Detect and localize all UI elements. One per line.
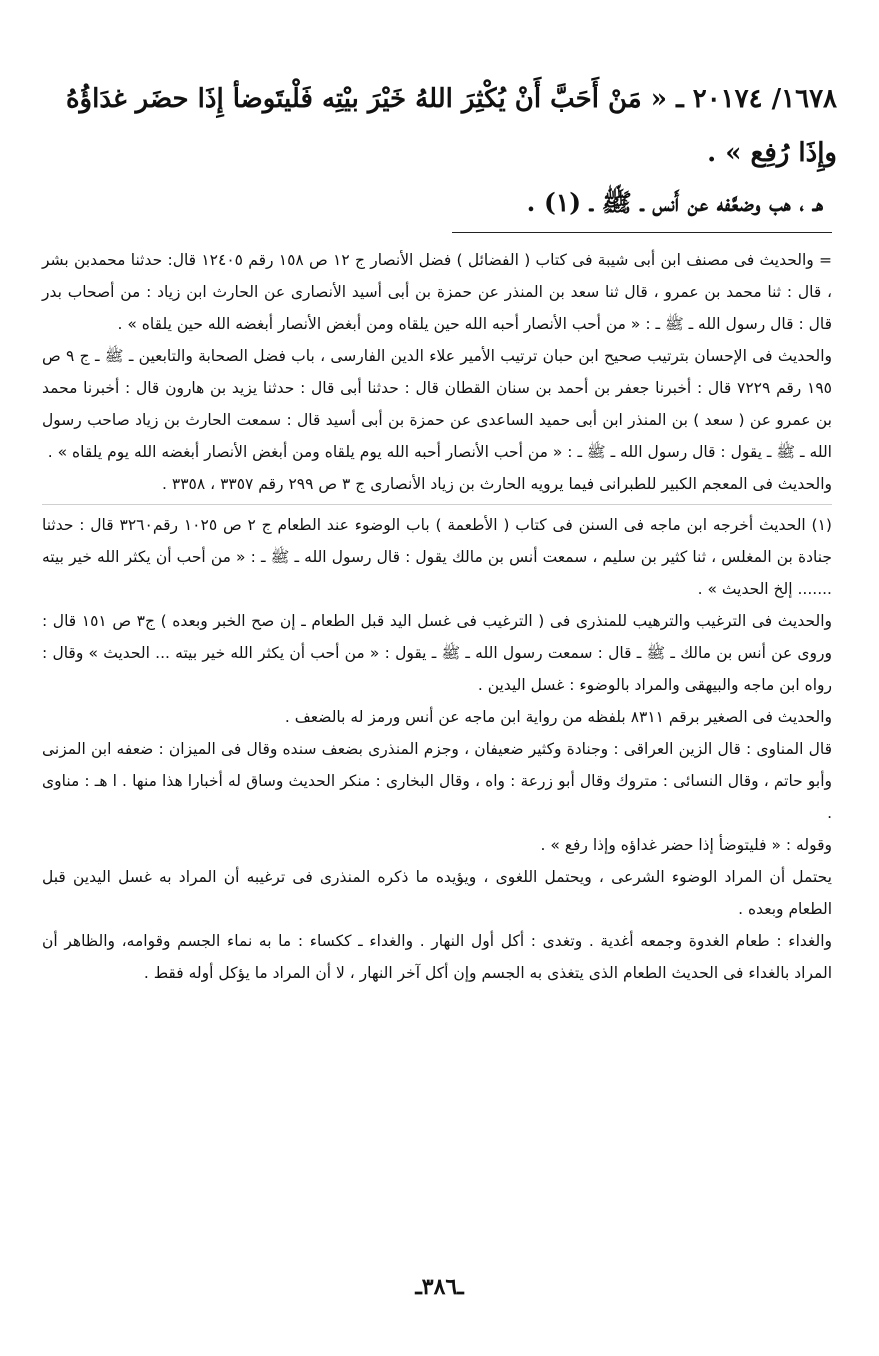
hadith-block xyxy=(37,72,837,226)
footnote-1: (١) الحديث أخرجه ابن ماجه فى السنن فى كتاب ( الأطعمة ) باب الوضوء عند الطعام ج ٢ ص ١٠٢٥ رقم٣٢٦٠ قال : حدثنا جنادة بن المغلس ، ثنا كثير بن سليم ، سمعت أنس بن مالك يقول : قال رسول الله ـ ﷺ ـ : « من أحب أن يكثر الله خير بيته ....... إلخ الحديث » . xyxy=(42,516,832,598)
note-paragraph: والحديث فى الصغير برقم ٨٣١١ بلفظه من رواية ابن ماجه عن أنس ورمز له بالضعف . xyxy=(284,708,832,726)
footnotes xyxy=(42,244,832,989)
note-paragraph: والحديث فى الترغيب والترهيب للمنذرى فى ( الترغيب فى غسل اليد قبل الطعام ـ إن صح الخبر وبعده ) ج٣ ص ١٥١ قال : وروى عن أنس بن مالك ـ ﷺ ـ قال : سمعت رسول الله ـ ﷺ ـ يقول : « من أحب أن يكثر الله خير بيته ... الحديث » وقال : رواه ابن ماجه والبيهقى والمراد بالوضوء : غسل اليدين . xyxy=(42,612,832,694)
hadith-source: هـ ، هب وضعَّفه عن أَنس ـ ﷺ ـ (١) . xyxy=(526,188,823,217)
note-paragraph: والغداء : طعام الغدوة وجمعه أغدية . وتغدى : أكل أول النهار . والغداء ـ ككساء : ما به نماء الجسم وقوامه، والظاهر أن المراد بالغداء فى الحديث الطعام الذى يتغذى به الجسم وإن أكل آخر النهار ، لا أن المراد ما يؤكل أوله فقط . xyxy=(42,932,832,982)
hadith-text: ١٦٧٨/ ٢٠١٧٤ ـ « مَنْ أَحَبَّ أَنْ يُكْثِرَ اللهُ خَيْرَ بيْتِه فَلْيتَوضأ إِذَا حضَر غدَاؤُهُ وإِذَا رُفِع » . xyxy=(65,84,837,168)
footnote-separator xyxy=(452,232,832,233)
page-number: ـ٣٨٦ـ xyxy=(415,1274,464,1300)
note-paragraph: يحتمل أن المراد الوضوء الشرعى ، ويحتمل اللغوى ، ويؤيده ما ذكره المنذرى فى ترغيبه أن المراد به غسل اليدين قبل الطعام وبعده . xyxy=(42,868,832,918)
note-paragraph: وقوله : « فليتوضأ إذا حضر غداؤه وإذا رفع » . xyxy=(540,836,832,854)
note-paragraph: قال المناوى : قال الزين العراقى : وجنادة وكثير ضعيفان ، وجزم المنذرى بضعف سنده وقال فى الميزان : ضعفه ابن المزنى وأبو حاتم ، وقال النسائى : متروك وقال أبو زرعة : واه ، وقال البخارى : منكر الحديث وساق له أخبارا هذا منها . ا هـ : مناوى . xyxy=(42,740,832,822)
note-paragraph: والحديث فى المعجم الكبير للطبرانى فيما يرويه الحارث بن زياد الأنصارى ج ٣ ص ٢٩٩ رقم ٣٣٥٧ ، ٣٣٥٨ . xyxy=(162,475,832,493)
note-paragraph: = والحديث فى مصنف ابن أبى شيبة فى كتاب ( الفضائل ) فضل الأنصار ج ١٢ ص ١٥٨ رقم ١٢٤٠٥ قال: حدثنا محمدبن بشر ، قال : ثنا محمد بن عمرو ، قال ثنا سعد بن المنذر عن حمزة بن أبى أسيد الأنصارى عن الحارث ابن زياد : من أصحاب بدر قال : قال رسول الله ـ ﷺ ـ : « من أحب الأنصار أحبه الله حين يلقاه ومن أبغض الأنصار أبغضه الله حين يلقاه » . xyxy=(42,251,832,333)
divider xyxy=(42,504,832,505)
note-paragraph: والحديث فى الإحسان بترتيب صحيح ابن حبان ترتيب الأمير علاء الدين الفارسى ، باب فضل الصحابة والتابعين ـ ﷺ ـ ج ٩ ص ١٩٥ رقم ٧٢٢٩ قال : أخبرنا جعفر بن أحمد بن سنان القطان قال : حدثنا أبى قال : حدثنا يزيد بن هارون قال : أخبرنا محمد بن عمرو عن ( سعد ) بن المنذر ابن أبى حميد الساعدى عن حمزة بن أبى أسيد قال : سمعت الحارث بن زياد صاحب رسول الله ـ ﷺ ـ يقول : قال رسول الله ـ ﷺ ـ : « من أحب الأنصار أحبه الله يوم يلقاه ومن أبغض الأنصار أبغضه الله يوم يلقاه » . xyxy=(42,347,833,461)
